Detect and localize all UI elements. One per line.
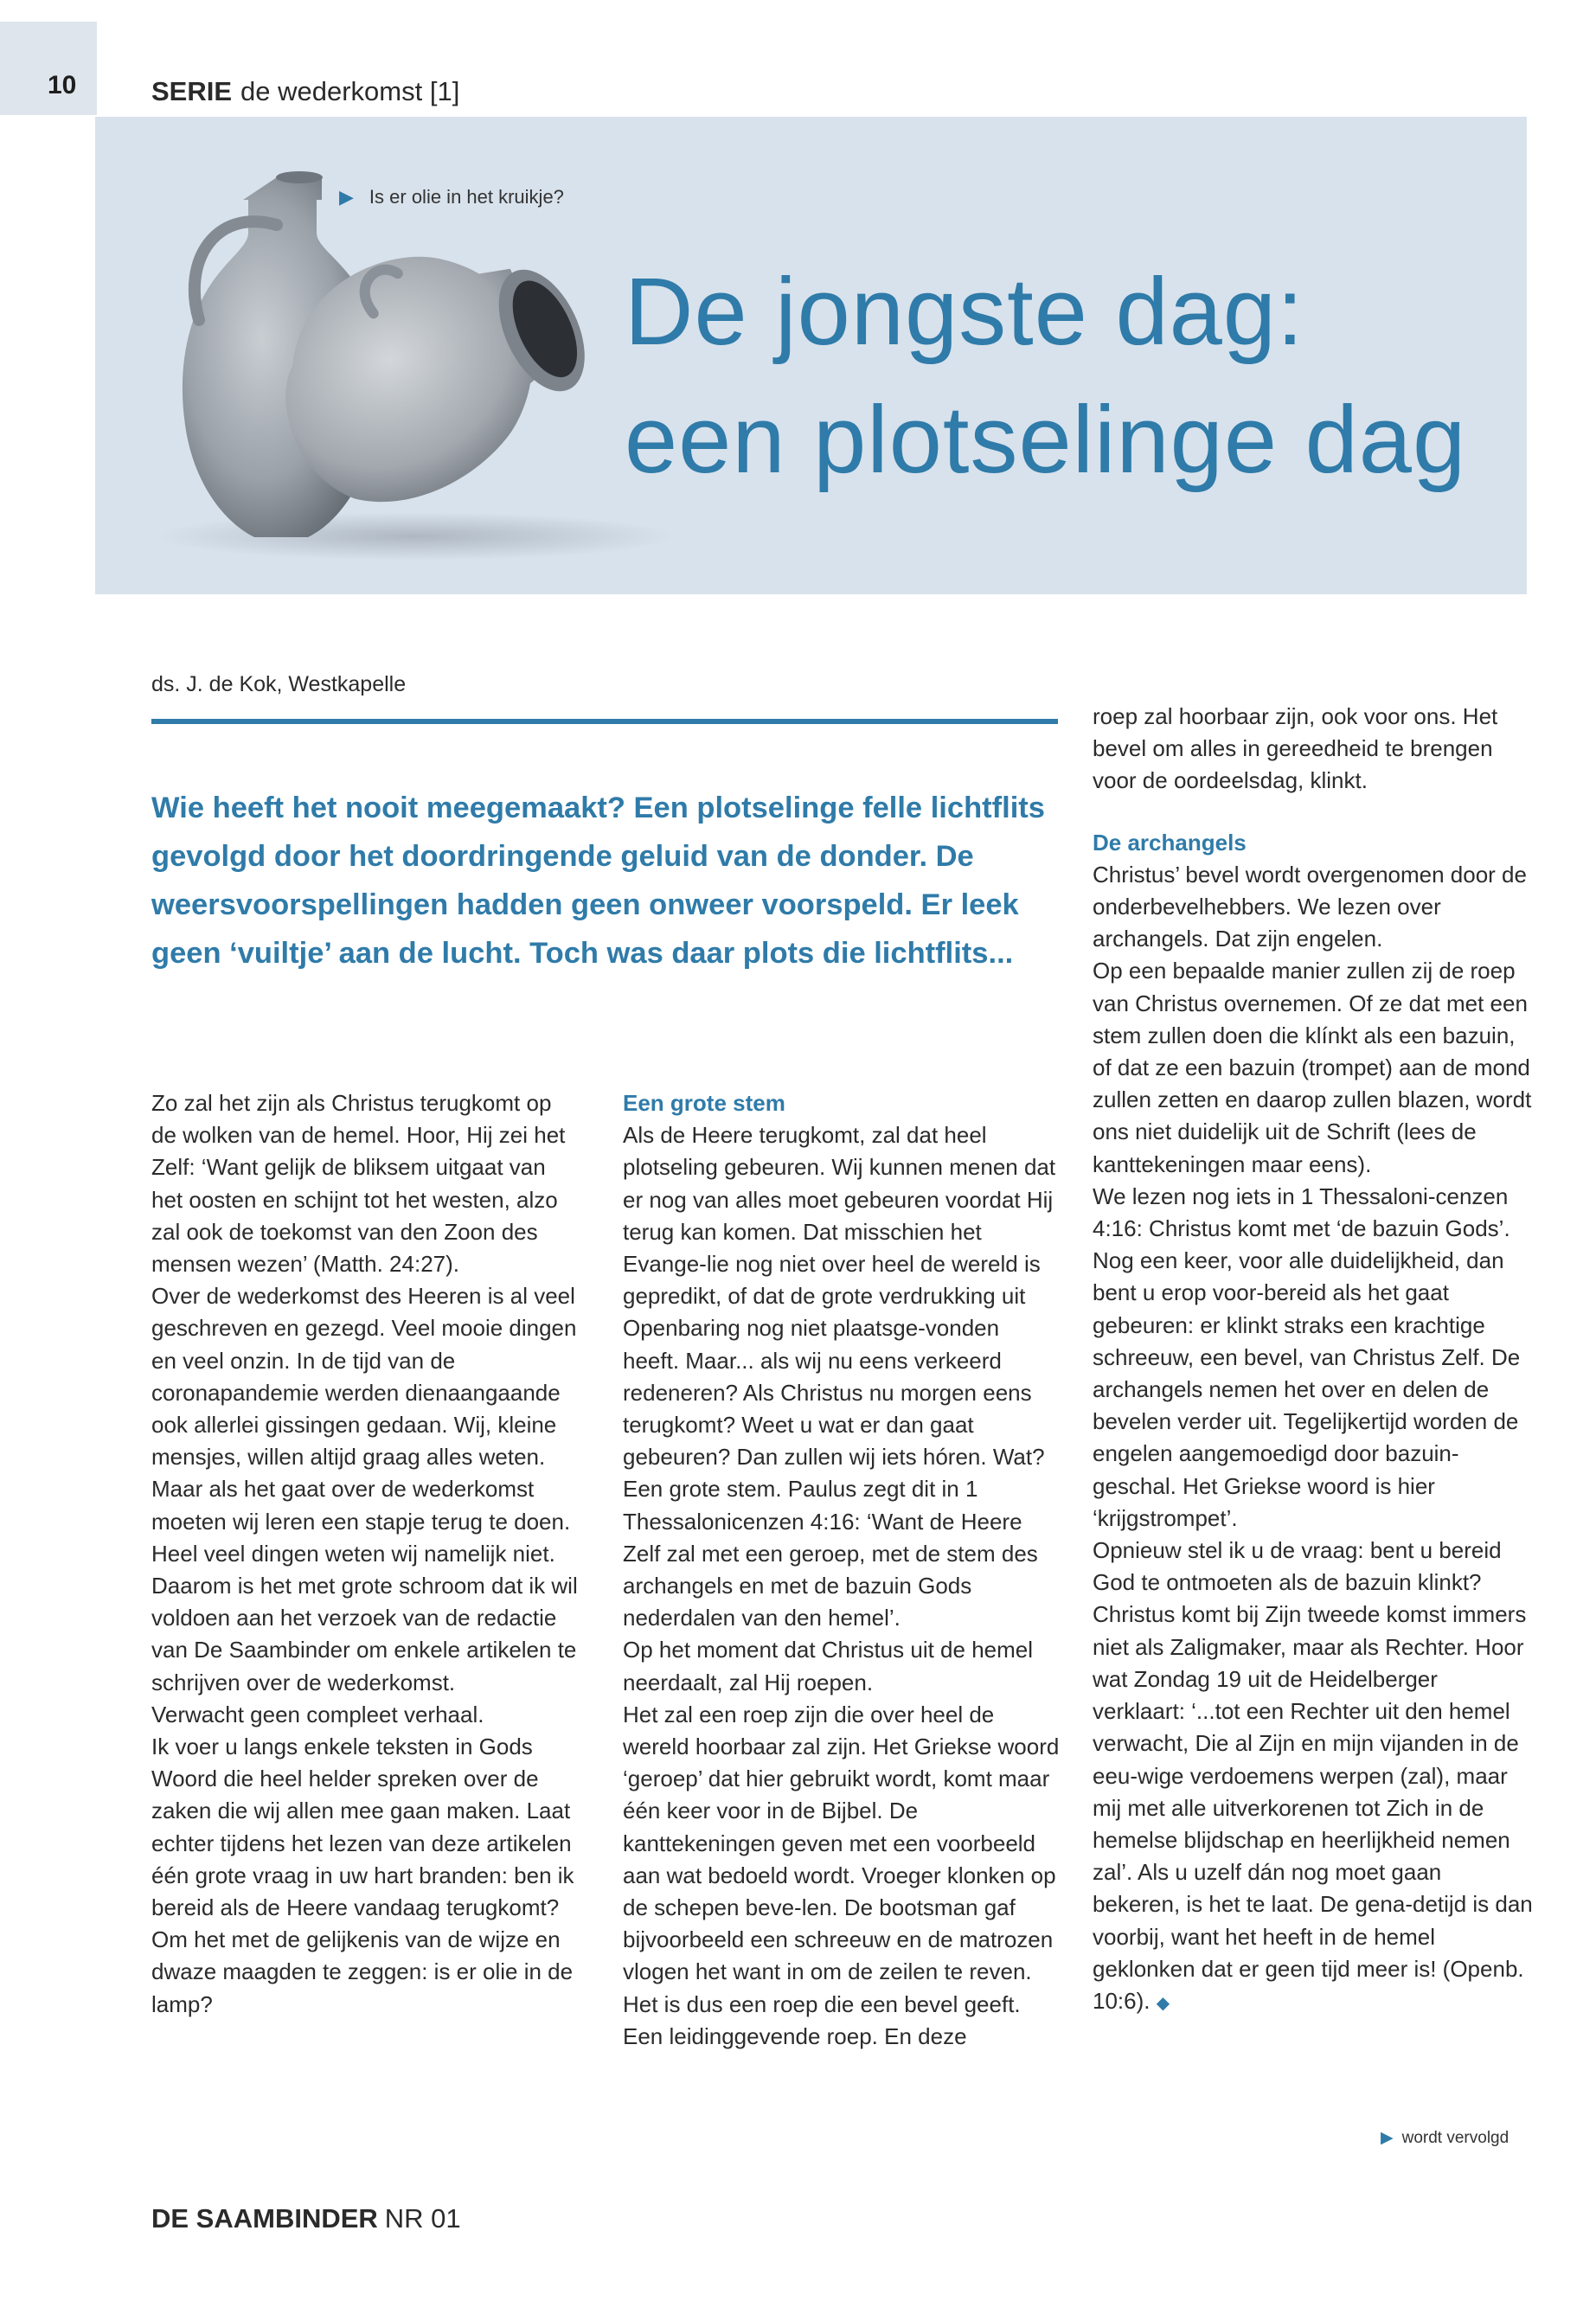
text-column-2: [623, 1087, 1060, 2053]
issue-number: NR 01: [384, 2203, 461, 2234]
paragraph: Op een bepaalde manier zullen zij de roep van Christus overnemen. Of ze dat met een stem zullen doen die klínkt als een bazuin, of dat ze een bazuin (trompet) aan de mond zullen zetten en daarop zullen blazen, wordt ons niet duidelijk uit de Schrift (lees de kanttekeningen maar eens).: [1093, 958, 1532, 1177]
paragraph: Een leidinggevende roep. En deze: [623, 2022, 967, 2049]
divider-rule: [151, 719, 1058, 724]
text-column-3: [1093, 701, 1534, 2020]
paragraph: Over de wederkomst des Heeren is al veel geschreven en gezegd. Veel mooie dingen en veel onzin. In de tijd van de coronapandemie werden dienaangaande ook allerlei gissingen gedaan. Wij, kleine mensjes, willen altijd graag alles weten. Maar als het gaat over de wederkomst moeten wij leren een stapje terug te doen. Heel veel dingen weten wij namelijk niet. Daarom is het met grote schroom dat ik wil voldoen aan het verzoek van de redactie van De Saambinder om enkele artikelen te schrijven over de wederkomst.: [151, 1283, 578, 1695]
section-heading: De archangels: [1093, 829, 1247, 856]
article-title: [625, 248, 1466, 504]
paragraph: We lezen nog iets in 1 Thessaloni-cenzen 4:16: Christus komt met ‘de bazuin Gods’. Nog een keer, voor alle duidelijkheid, dan bent u erop voor-bereid als het gaat gebeuren: er klinkt straks een krachtige schreeuw, een bevel, van Christus Zelf. De archangels nemen het over en delen de bevelen verder uit. Tegelijkertijd worden de engelen aangemoedigd door bazuin-geschal. Het Griekse woord is hier ‘krijgstrompet’.: [1093, 1183, 1521, 1531]
paragraph: Het zal een roep zijn die over heel de wereld hoorbaar zal zijn. Het Griekse woord ‘geroep’ dat hier gebruikt wordt, komt maar één keer voor in de Bijbel. De kanttekeningen geven met een voorbeeld aan wat bedoeld wordt. Vroeger klonken op de schepen beve-len. De bootsman gaf bijvoorbeeld een schreeuw en de matrozen vlogen het want in om de zeilen te reven. Het is dus een roep die een bevel geeft.: [623, 1701, 1060, 2017]
magazine-name: DE SAAMBINDER: [151, 2203, 378, 2234]
text-column-1: [151, 1087, 580, 2021]
author-byline: ds. J. de Kok, Westkapelle: [151, 672, 407, 696]
paragraph: Zo zal het zijn als Christus terugkomt op de wolken van de hemel. Hoor, Hij zei het Zelf: ‘Want gelijk de bliksem uitgaat van het oosten en schijnt tot het westen, alzo zal ook de toekomst van den Zoon des mensen wezen’ (Matth. 24:27).: [151, 1090, 566, 1278]
paragraph: Verwacht geen compleet verhaal.: [151, 1701, 484, 1727]
page-number-tab: [0, 22, 97, 115]
series-title: de wederkomst [1]: [240, 76, 460, 106]
triangle-bullet-icon: ▶: [339, 186, 354, 208]
paragraph: roep zal hoorbaar zijn, ook voor ons. Het bevel om alles in gereedheid te brengen voor de oordeelsdag, klinkt.: [1093, 703, 1498, 794]
title-line-1: De jongste dag:: [625, 259, 1304, 365]
hero-banner: [95, 117, 1527, 594]
series-label: SERIE: [151, 76, 233, 106]
paragraph: Op het moment dat Christus uit de hemel neerdaalt, zal Hij roepen.: [623, 1637, 1034, 1695]
title-line-2: een plotselinge dag: [625, 387, 1467, 493]
paragraph: Ik voer u langs enkele teksten in Gods Woord die heel helder spreken over de zaken die wij allen mee gaan maken. Laat echter tijdens het lezen van deze artikelen één grote vraag in uw hart branden: ben ik bereid als de Heere vandaag terugkomt? Om het met de gelijkenis van de wijze en dwaze maagden te zeggen: is er olie in de lamp?: [151, 1734, 574, 2017]
paragraph: [1093, 1535, 1534, 2020]
continued-note: [1381, 2128, 1509, 2148]
clay-jugs-image: [147, 164, 701, 562]
paragraph: Christus’ bevel wordt overgenomen door de onderbevelhebbers. We lezen over archangels. Dat zijn engelen.: [1093, 861, 1527, 952]
paragraph: Als de Heere terugkomt, zal dat heel plotseling gebeuren. Wij kunnen menen dat er nog van alles moet gebeuren voordat Hij terug kan komen. Dat misschien het Evange-lie nog niet over heel de wereld is gepredikt, of dat de grote verdrukking uit Openbaring nog niet plaatsge-vonden heeft. Maar... als wij nu eens verkeerd redeneren? Als Christus nu morgen eens terugkomt? Weet u wat er dan gaat gebeuren? Dan zullen wij iets hóren. Wat? Een grote stem. Paulus zegt dit in 1 Thessalonicenzen 4:16: ‘Want de Heere Zelf zal met een geroep, met de stem des archangels en met de bazuin Gods nederdalen van den hemel’.: [623, 1122, 1056, 1631]
triangle-bullet-icon: ▶: [1381, 2129, 1394, 2147]
hero-kicker: [339, 186, 564, 208]
end-diamond-icon: ◆: [1156, 1993, 1170, 2013]
kicker-text: Is er olie in het kruikje?: [369, 186, 564, 208]
lead-paragraph: Wie heeft het nooit meegemaakt? Een plotselinge felle lichtflits gevolgd door het doordringende geluid van de donder. De weersvoorspellingen hadden geen onweer voorspeld. Er leek geen ‘vuiltje’ aan de lucht. Toch was daar plots die lichtflits...: [151, 792, 1045, 970]
continued-text: wordt vervolgd: [1401, 2129, 1509, 2147]
section-heading: Een grote stem: [623, 1090, 785, 1116]
paragraph-text: Opnieuw stel ik u de vraag: bent u bereid God te ontmoeten als de bazuin klinkt? Christus komt bij Zijn tweede komst immers niet als Zaligmaker, maar als Rechter. Hoor wat Zondag 19 uit de Heidelberger verklaart: ‘...tot een Rechter uit den hemel verwacht, Die al Zijn en mijn vijanden in de eeu-wige verdoemens werpen (zal), maar mij met alle uitverkorenen tot Zich in de hemelse blijdschap en heerlijkheid nemen zal’. Als u uzelf dán nog moet gaan bekeren, is het te laat. De gena-detijd is dan voorbij, want het heeft in de hemel geklonken dat er geen tijd meer is! (Openb. 10:6).: [1093, 1537, 1533, 2014]
series-header: [151, 76, 459, 107]
magazine-footer: [151, 2203, 461, 2234]
page-number: 10: [48, 71, 77, 99]
